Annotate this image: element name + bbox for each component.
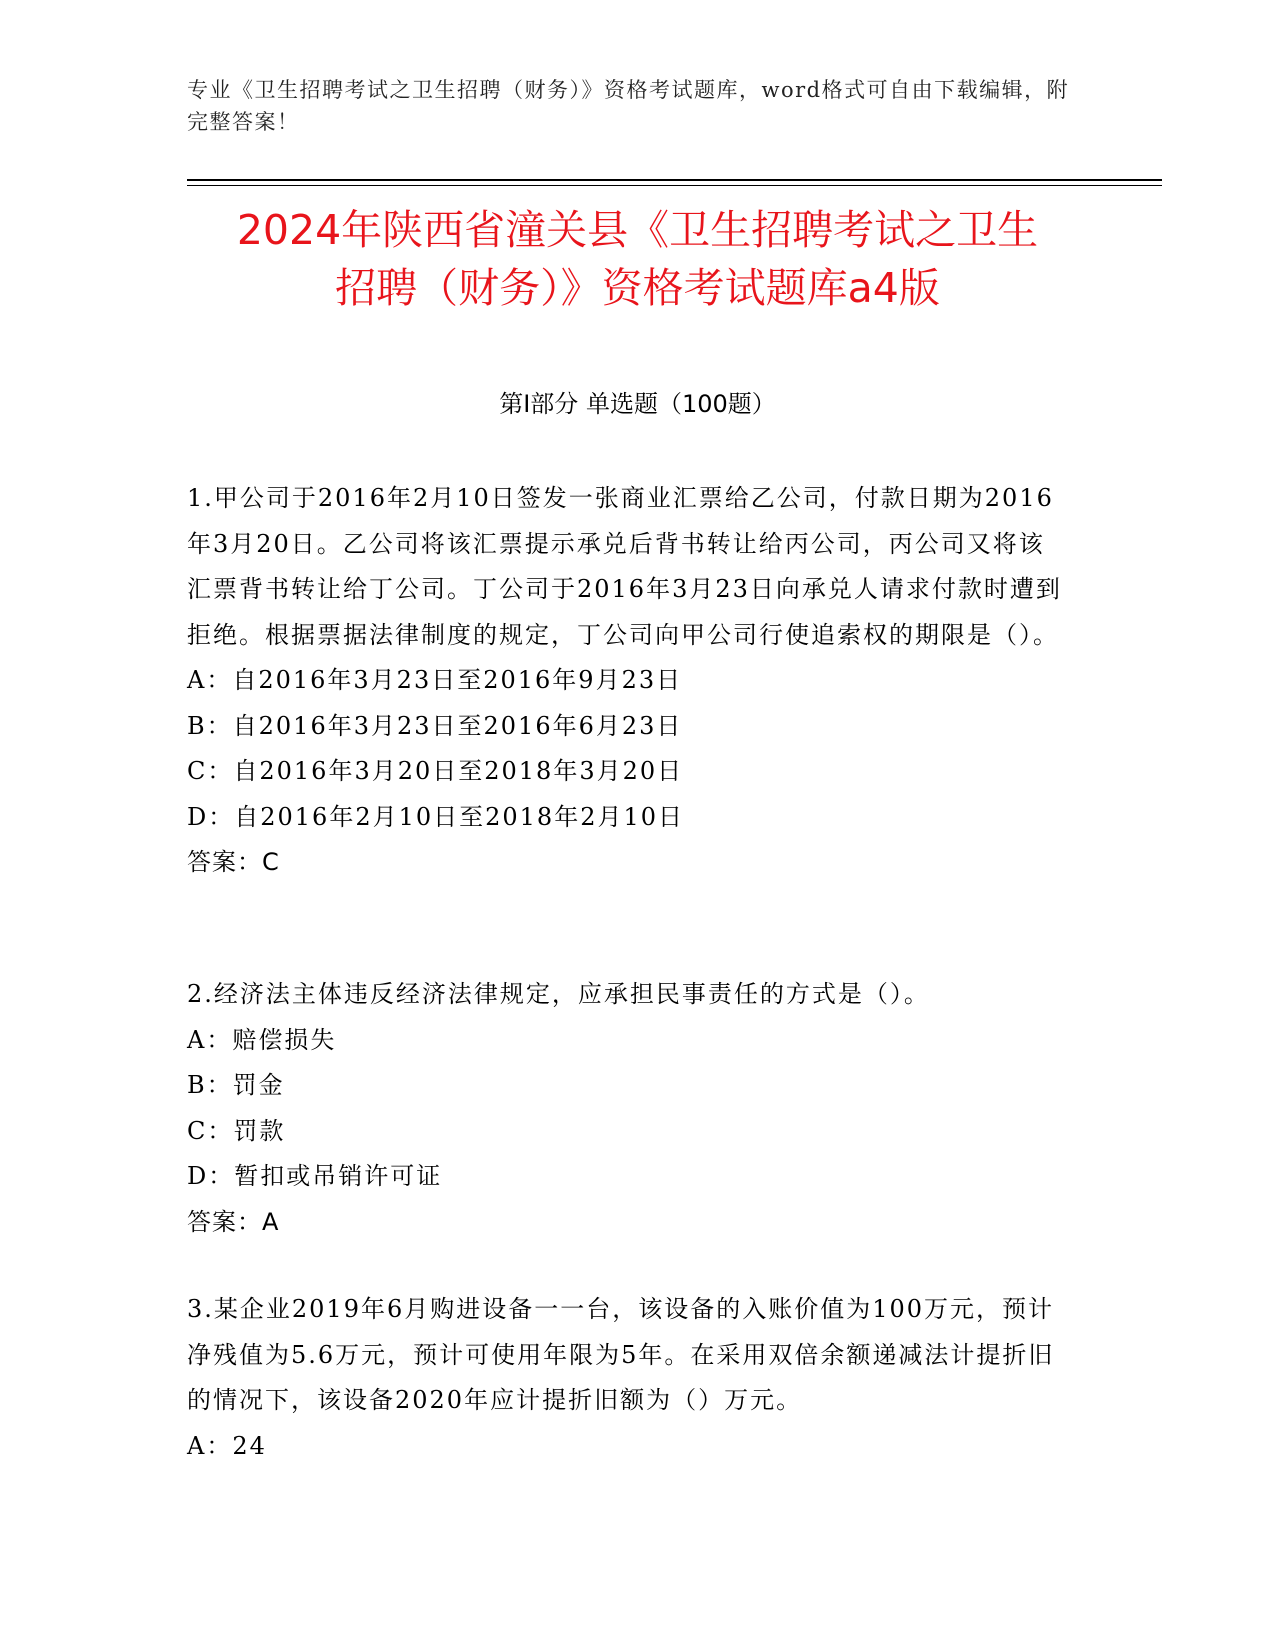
answer: 答案：C (187, 848, 280, 876)
header-note: 专业《卫生招聘考试之卫生招聘（财务）》资格考试题库，word格式可自由下载编辑，附完整答案！ (187, 78, 1070, 134)
option-d: D：自2016年2月10日至2018年2月10日 (187, 802, 685, 831)
header-divider-thick (187, 179, 1162, 181)
option-c: C：自2016年3月20日至2018年3月20日 (187, 757, 684, 785)
document-title-line-2: 招聘（财务）》资格考试题库a4版 (335, 264, 940, 312)
question-stem: 1.甲公司于2016年2月10日签发一张商业汇票给乙公司，付款日期为2016年3月20日。乙公司将该汇票提示承兑后背书转让给丙公司，丙公司又将该汇票背书转让给丁公司。丁公司于2016年3月23日向承兑人请求付款时遭到拒绝。根据票据法律制度的规定，丁公司向甲公司行使追索权的期限是（）。 (187, 484, 1062, 649)
question-3 (187, 1287, 1067, 1469)
option-a: A：自2016年3月23日至2016年9月23日 (187, 666, 683, 694)
header-divider-thin (187, 185, 1162, 186)
option-a: A：24 (187, 1431, 267, 1460)
document-title-line-1: 2024年陕西省潼关县《卫生招聘考试之卫生 (236, 206, 1039, 254)
option-c: C：罚款 (187, 1116, 286, 1145)
question-2 (187, 972, 1067, 1245)
answer: 答案：A (187, 1207, 280, 1236)
option-a: A：赔偿损失 (187, 1025, 337, 1054)
document-title (150, 201, 1125, 317)
section-heading: 第Ⅰ部分 单选题（100题） (499, 390, 776, 418)
question-1 (187, 476, 1067, 886)
option-d: D：暂扣或吊销许可证 (187, 1162, 443, 1190)
question-stem: 2.经济法主体违反经济法律规定，应承担民事责任的方式是（）。 (187, 980, 930, 1008)
option-b: B：自2016年3月23日至2016年6月23日 (187, 711, 683, 740)
question-stem: 3.某企业2019年6月购进设备一一台，该设备的入账价值为100万元，预计净残值为5.6万元，预计可使用年限为5年。在采用双倍余额递减法计提折旧的情况下，该设备2020年应计提折旧额为（）万元。 (187, 1295, 1055, 1414)
option-b: B：罚金 (187, 1071, 285, 1099)
